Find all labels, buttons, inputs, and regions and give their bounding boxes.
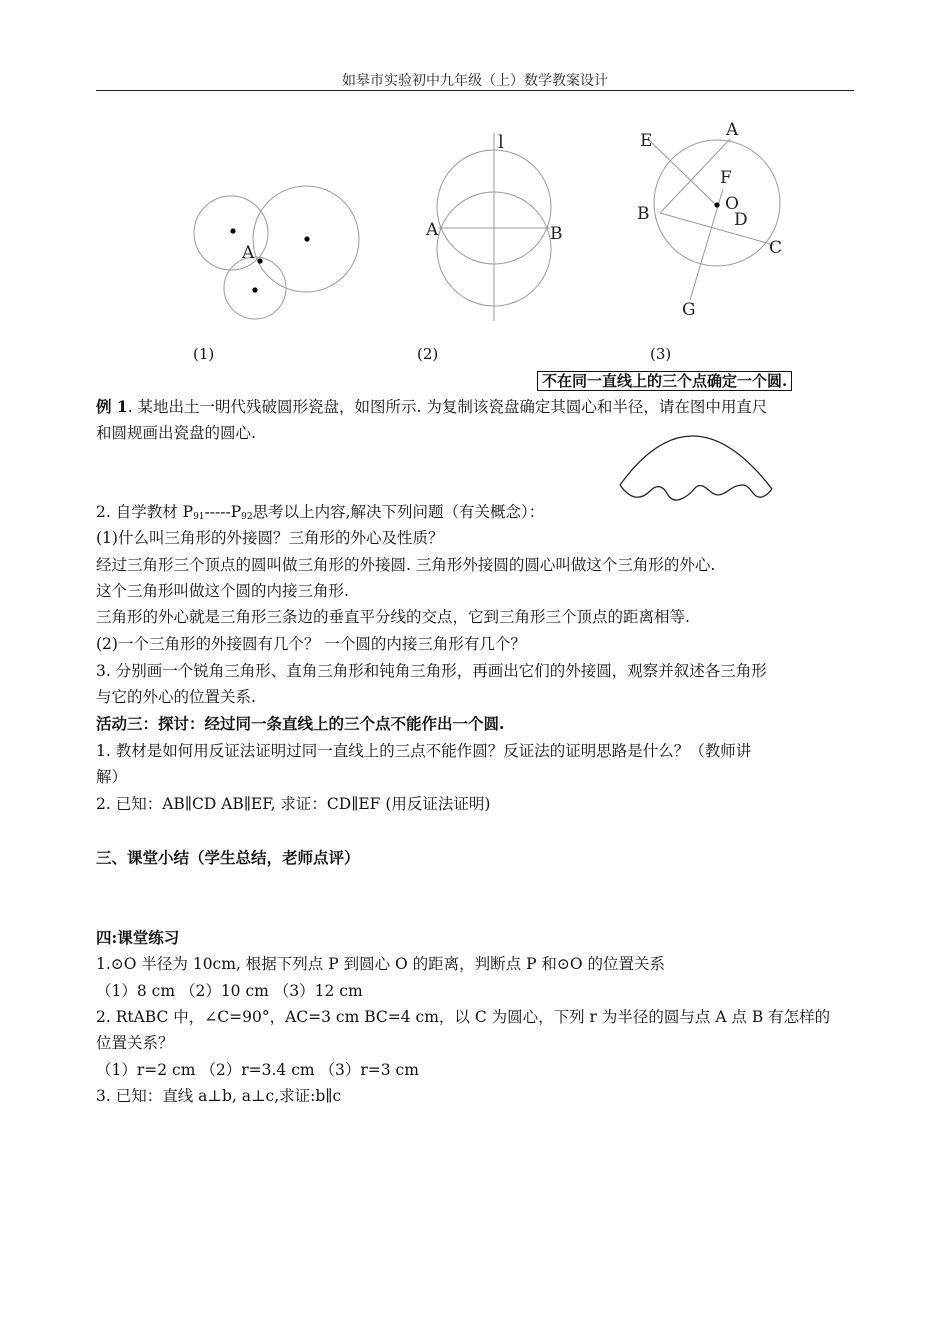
question-3-line-1: 3. 分别画一个锐角三角形、直角三角形和钝角三角形，再画出它们的外接圆，观察并叙述各三角形 [96,662,767,680]
practice-2-options: （1）r=2 cm （2）r=3.4 cm （3）r=3 cm [96,1061,419,1079]
section-2-prefix: 2. 自学教材 P [96,503,194,521]
section-2-suffix: 思考以上内容,解决下列问题（有关概念）： [252,503,545,521]
page-sub-1: 91 [193,512,205,522]
activity-3-q1-line-1: 1. 教材是如何用反证法证明过同一直线上的三点不能作圆？反证法的证明思路是什么？（教师讲 [96,742,752,760]
section-3-title: 三、课堂小结（学生总结，老师点评） [96,848,360,867]
section-2-heading [96,501,856,528]
figure-2 [420,125,570,325]
practice-2-line-2: 位置关系？ [96,1034,174,1052]
definition-1: 经过三角形三个顶点的圆叫做三角形的外接圆. 三角形外接圆的圆心叫做这个三角形的外心. [96,556,716,574]
practice-1: 1.⊙O 半径为 10cm, 根据下列点 P 到圆心 O 的距离，判断点 P 和⊙O 的位置关系 [96,955,666,973]
definition-3: 三角形的外心就是三角形三条边的垂直平分线的交点，它到三角形三个顶点的距离相等. [96,608,690,626]
fig2-label-b: B [550,224,563,244]
question-1: (1)什么叫三角形的外接圆？三角形的外心及性质？ [96,529,444,547]
figure-3 [630,115,790,325]
fig3-label-g: G [682,300,696,320]
point-a-dot [257,258,262,263]
section-2-mid: -----P [204,503,242,521]
fig3-label-c: C [769,238,783,258]
center-dot-bottom [252,287,257,292]
page-sub-2: 92 [241,512,253,522]
header-divider [96,90,854,91]
practice-1-options: （1）8 cm （2）10 cm （3）12 cm [96,982,363,1000]
fig3-label-f: F [720,168,732,188]
activity-3-q1-line-2: 解） [96,768,128,786]
fig3-label-e: E [640,131,653,151]
example-1-text: . 某地出土一明代残破圆形瓷盘，如图所示. 为复制该瓷盘确定其圆心和半径，请在图中用直尺 [127,398,768,416]
figure-1-caption: (1) [193,345,215,363]
center-o-dot [714,202,719,207]
practice-2-line-1: 2. RtABC 中，∠C=90°，AC=3 cm BC=4 cm，以 C 为圆心，下列 r 为半径的圆与点 A 点 B 有怎样的 [96,1008,831,1026]
line-ef [648,139,716,205]
plate-broken-edge [620,485,772,500]
fig3-label-d: D [734,210,748,230]
figure-1 [180,178,370,328]
definition-2: 这个三角形叫做这个圆的内接三角形. [96,582,349,600]
fig2-label-l: l [498,132,504,153]
example-1-line-2: 和圆规画出瓷盘的圆心. [96,424,256,442]
fig3-label-b: B [637,204,650,224]
fig3-label-a: A [726,120,739,140]
practice-3: 3. 已知：直线 a⊥b, a⊥c,求证:b∥c [96,1087,342,1105]
fig3-label-o: O [725,194,739,214]
figure-2-caption: (2) [417,345,439,363]
boxed-theorem: 不在同一直线上的三个点确定一个圆. [537,371,792,391]
fig2-label-a: A [426,220,439,240]
question-3-line-2: 与它的外心的位置关系. [96,688,256,706]
figure-3-caption: (3) [650,345,672,363]
example-1-line-1 [96,396,856,418]
fig1-label-a: A [242,243,255,263]
line-bc [660,213,774,245]
page-header: 如皋市实验初中九年级（上）数学教案设计 [342,73,608,89]
center-dot-left [230,228,235,233]
activity-3-q2: 2. 已知：AB∥CD AB∥EF, 求证：CD∥EF (用反证法证明) [96,795,491,813]
question-2: (2)一个三角形的外接圆有几个？ 一个圆的内接三角形有几个？ [96,635,526,653]
plate-arc [620,436,772,489]
section-4-title: 四:课堂练习 [96,928,180,947]
example-1-label: 例 1 [96,397,128,416]
center-dot-right [304,236,309,241]
activity-3-title: 活动三：探讨：经过同一条直线上的三个点不能作出一个圆. [96,714,505,733]
broken-plate-figure [612,425,782,505]
